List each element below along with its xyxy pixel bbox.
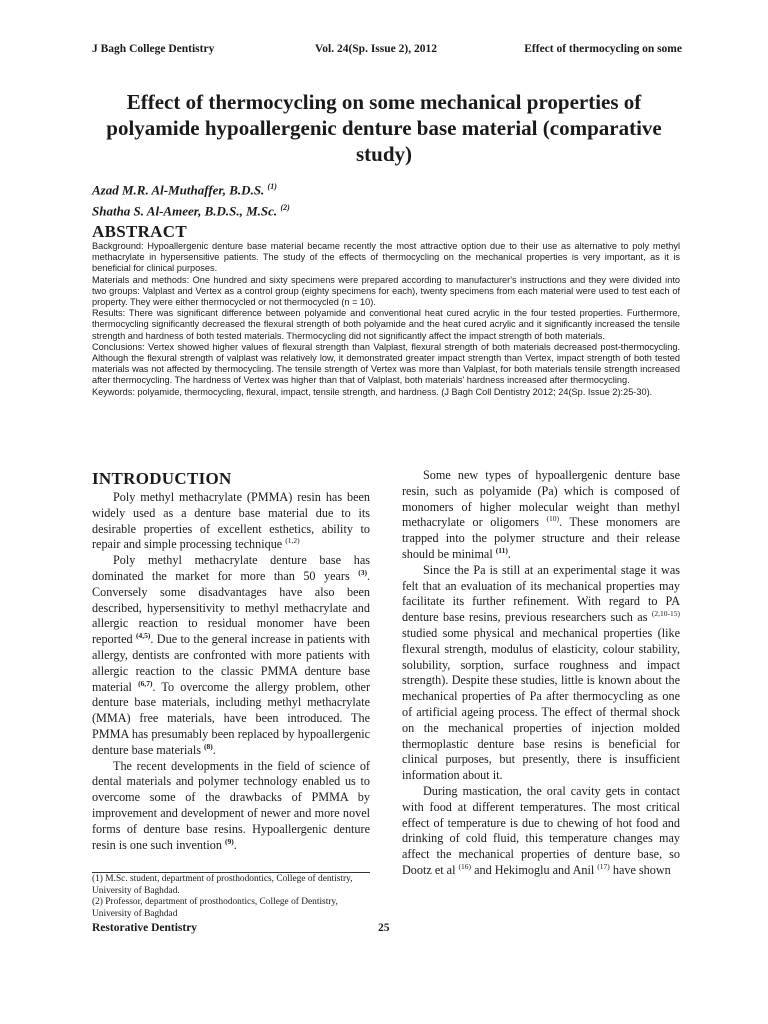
abstract-results: Results: There was significant difference between polyamide and conventional heat cured acrylic in the four tested properties. Furthermore, thermocycling significantly decreased the flexural strength of both polyamide and the heat cured acrylic and it significantly increased the tensile strength and hardness of both tested materials. Thermocycling did not significantly affect the impact strength of both materials. [92, 308, 680, 341]
footnote-2: (2) Professor, department of prosthodontics, College of Dentistry, University of Baghdad [92, 897, 338, 919]
page-number: 25 [378, 922, 390, 934]
intro-paragraph: Poly methyl methacrylate denture base has dominated the market for more than 50 years $^{(3)}$. Conversely some disadvantages have also been described, hypersensitivity to methyl methacrylate and allergic reaction to residual monomer have been reported $^{(4,5)}$. Due to the general increase in patients with allergy, dentists are confronted with more patients with allergic reaction to the classic PMMA denture base material $^{(6,7)}$. To overcome the allergy problem, other denture base materials, including methyl methacrylate (MMA) free materials, have been introduced. The PMMA has presumably been replaced by hypoallergenic denture base materials $^{(8)}$. [92, 553, 371, 757]
author-name: Shatha S. Al-Ameer, B.D.S., M.Sc. [92, 203, 278, 219]
citation: (8) [204, 741, 213, 751]
author-affiliation-mark: (1) [267, 182, 277, 191]
author-list [92, 178, 592, 221]
abstract-keywords: Keywords: polyamide, thermocycling, flexural, impact, tensile strength, and hardness. (J Bagh Coll Dentistry 2012; 24(Sp. Issue 2):25-30). [92, 386, 653, 397]
abstract-methods: Materials and methods: One hundred and sixty specimens were prepared according to manufacturer's instructions and they were divided into two groups: Valplast and Vertex as a control group (eighty specimens for each), twenty specimens from each material were used to test each of property. They were either thermocycled or not thermocycled (n = 10). [92, 274, 680, 308]
abstract-body [92, 241, 680, 398]
citation: (1,2) [285, 536, 300, 546]
abstract-heading: ABSTRACT [92, 222, 187, 241]
footnote-divider [92, 872, 370, 873]
citation: (2,10-15) [651, 609, 680, 619]
citation: (3) [358, 567, 367, 577]
footer-section-name: Restorative Dentistry [92, 922, 198, 934]
citation: (10) [546, 514, 560, 524]
abstract-background: Background: Hypoallergenic denture base material became recently the most attractive option due to their use as alternative to poly methyl methacrylate in hypersensitive patients. The study of the effects of thermocycling on the mechanical properties is very important, as it is beneficial for clinical purposes. [92, 241, 680, 274]
citation: (11) [495, 545, 508, 555]
intro-paragraph: The recent developments in the field of science of dental materials and polymer technology enabled us to overcome some of the drawbacks of PMMA by improvement and development of newer and more novel forms of denture base resins. Hypoallergenic denture resin is one such invention $^{(9)}$. [92, 758, 370, 852]
left-column [92, 468, 370, 853]
volume-info: Vol. 24(Sp. Issue 2), 2012 [315, 43, 437, 55]
footnote-1: (1) M.Sc. student, department of prosthodontics, College of dentistry, University of Baghdad. [92, 874, 353, 896]
intro-paragraph: Poly methyl methacrylate (PMMA) resin has been widely used as a denture base material due to its desirable properties of excellent esthetics, ability to repair and simple processing technique $^{(1,2)}$ [92, 490, 370, 552]
intro-paragraph: Since the Pa is still at an experimental stage it was felt that an evaluation of its mechanical properties may facilitate its further refinement. With regard to PA denture base resins, previous researchers such as $^{(2,10-15)}$ studied some physical and mechanical properties (like flexural strength, modulus of elasticity, colour stability, solubility, sorption, surface roughness and impact strength). Despite these studies, little is known about the mechanical properties of Pa after thermocycling as one of artificial ageing process. The effect of thermal shock on the mechanical properties of injection molded thermoplastic denture base resins is beneficial for clinical purposes, but presently, there is insufficient information about it. [402, 562, 680, 783]
author-1 [92, 178, 592, 199]
running-header [92, 43, 682, 59]
paper-title: Effect of thermocycling on some mechanical properties of polyamide hypoallergenic denture base material (comparative study) [106, 90, 662, 166]
intro-paragraph: Some new types of hypoallergenic denture base resin, such as polyamide (Pa) which is composed of monomers of higher molecular weight than methyl methacrylate or oligomers $^{(10)}$. These monomers are trapped into the polymer structure and their release should be minimal $^{(11)}$. [402, 468, 681, 561]
journal-name: J Bagh College Dentistry [92, 43, 215, 55]
footnotes [92, 874, 372, 920]
citation: (9) [225, 836, 234, 846]
author-name: Azad M.R. Al-Muthaffer, B.D.S. [92, 182, 265, 198]
citation: (16) [458, 861, 472, 871]
citation: (6,7) [138, 678, 153, 688]
citation: (4,5) [136, 631, 151, 641]
abstract-conclusions: Conclusions: Vertex showed higher values of flexural strength than Valplast, flexural strength of both materials decreased post-thermocycling. Although the flexural strength of valplast was relatively low, it demonstrated greater impact strength than Vertex, impact strength of both tested materials was not affected by thermocycling. The tensile strength of Vertex was more than Valplast, for both materials tensile strength increased after thermocycling. The hardness of Vertex was higher than that of Valplast, both materials' hardness increased after thermocycling. [92, 341, 680, 386]
introduction-heading: INTRODUCTION [92, 469, 232, 488]
intro-paragraph: During mastication, the oral cavity gets in contact with food at different temperatures. The most critical effect of temperature is due to chewing of hot food and drinking of cold fluid, this temperature changes may affect the mechanical properties of denture base, so Dootz et al $^{(16)}$ and Hekimoglu and Anil $^{(17)}$ have shown [402, 783, 680, 877]
author-affiliation-mark: (2) [280, 203, 290, 213]
author-2 [92, 199, 592, 220]
running-title: Effect of thermocycling on some [524, 43, 682, 55]
right-column [402, 468, 680, 879]
citation: (17) [597, 861, 610, 871]
